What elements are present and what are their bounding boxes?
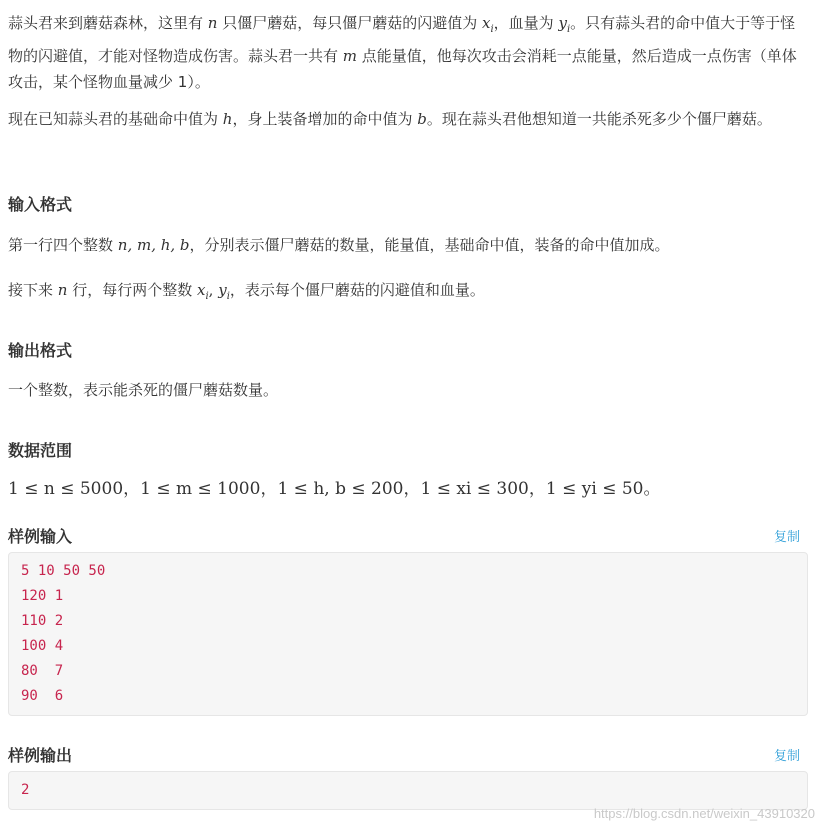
intro-paragraph-1: 蒜头君来到蘑菇森林，这里有 n 只僵尸蘑菇，每只僵尸蘑菇的闪避值为 $x_i$，血量为 $y_i$。只有蒜头君的命中值大于等于怪物的闪避值，才能对怪物造成伤害。蒜头君一共有 m 点能量值，他每次攻击会消耗一点能量，然后造成一点伤害（单体攻击，某个怪物血量减少 1）。 <box>8 14 797 91</box>
constraint-n: 1 ≤ n ≤ 5000 <box>8 479 124 499</box>
copy-sample-input-button[interactable]: 复制 <box>773 530 800 545</box>
sample-input-header <box>8 524 808 547</box>
data-range-heading: 数据范围 <box>8 441 73 460</box>
input-format-line-1: 第一行四个整数 n, m, h, b，分别表示僵尸蘑菇的数量，能量值，基础命中值，装备的命中值加成。 <box>8 236 670 254</box>
intro-paragraph-2: 现在已知蒜头君的基础命中值为 h，身上装备增加的命中值为 b。现在蒜头君他想知道一共能杀死多少个僵尸蘑菇。 <box>8 110 772 128</box>
sample-input-line: 120 1 <box>21 588 64 604</box>
watermark: https://blog.csdn.net/weixin_43910320 <box>593 806 815 821</box>
sample-input-box[interactable] <box>8 552 808 716</box>
input-format-line-2: 接下来 n 行，每行两个整数 $x_i$, $y_i$，表示每个僵尸蘑菇的闪避值和血量。 <box>8 281 485 302</box>
sample-input-line: 90 6 <box>21 688 64 704</box>
sample-output-box[interactable] <box>8 771 808 810</box>
output-format-heading: 输出格式 <box>8 341 73 360</box>
sample-input-line: 80 7 <box>21 663 64 679</box>
sample-input-heading: 样例输入 <box>8 527 73 546</box>
sample-output-heading: 样例输出 <box>8 746 73 765</box>
constraint-x: 1 ≤ xi ≤ 300 <box>420 479 529 499</box>
sample-input-line: 110 2 <box>21 613 64 629</box>
constraint-m: 1 ≤ m ≤ 1000 <box>140 479 261 499</box>
constraint-y: 1 ≤ yi ≤ 50 <box>545 479 644 499</box>
output-format-text: 一个整数，表示能杀死的僵尸蘑菇数量。 <box>8 381 279 399</box>
constraint-h-b: 1 ≤ h, b ≤ 200 <box>277 479 404 499</box>
sample-output-line: 2 <box>21 782 30 798</box>
sample-input-line: 100 4 <box>21 638 64 654</box>
input-format-heading: 输入格式 <box>8 195 73 214</box>
sample-input-line: 5 10 50 50 <box>21 563 106 579</box>
data-range-constraints: 1 ≤ n ≤ 5000，1 ≤ m ≤ 1000，1 ≤ h, b ≤ 200，1 ≤ xi ≤ 300，1 ≤ yi ≤ 50。 <box>8 479 661 499</box>
sample-output-header <box>8 743 808 766</box>
copy-sample-output-button[interactable]: 复制 <box>773 749 800 764</box>
